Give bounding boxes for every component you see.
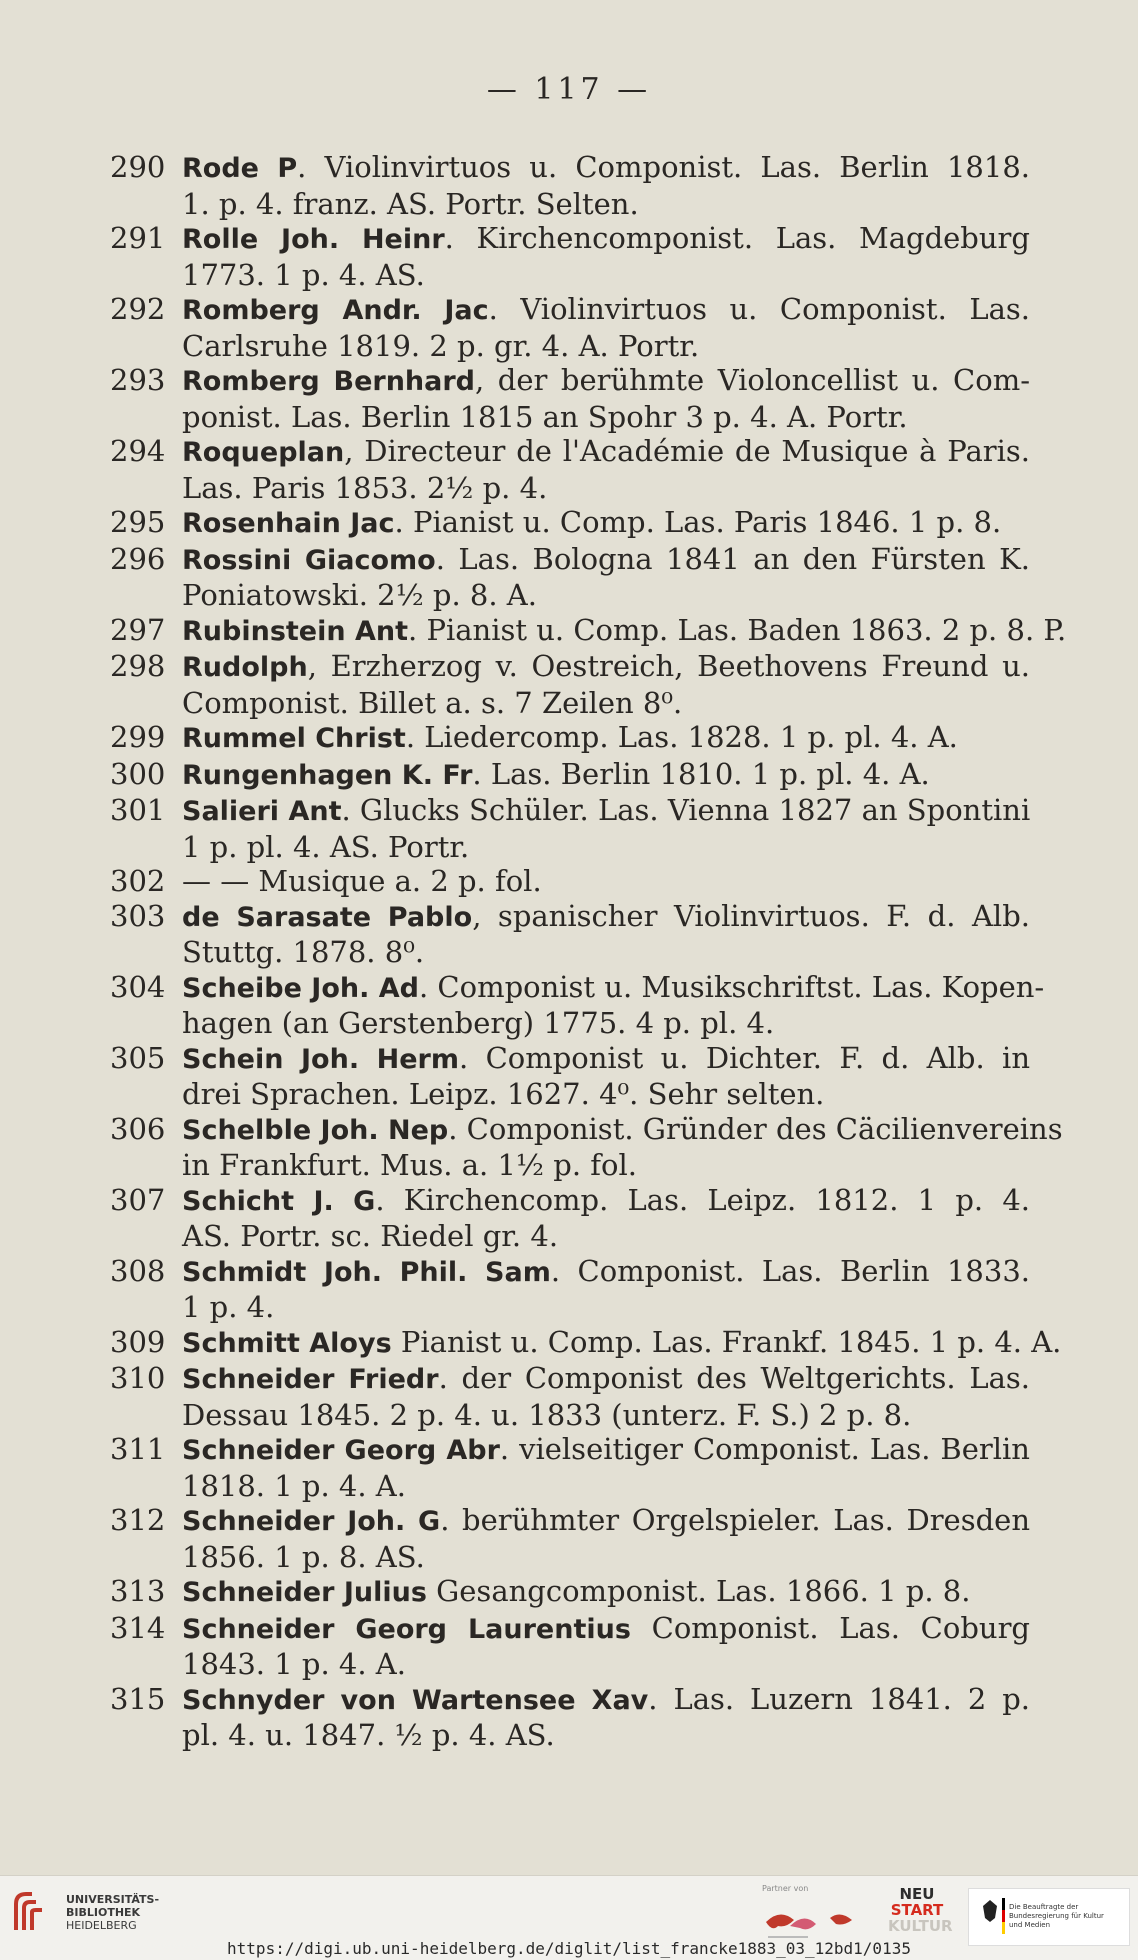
entry-name: Schneider Joh. G [182,1506,441,1537]
entry-number: 292 [110,292,166,326]
entry-line [182,757,1030,794]
entry-name: Romberg Bernhard [182,366,475,397]
entry-description: . Kirchencomp. Las. Leipz. 1812. 1 p. 4. [375,1182,1030,1217]
entry-line [182,1077,1030,1112]
entry-description: ponist. Las. Berlin 1815 an Spohr 3 p. 4. A. Portr. [182,399,908,434]
entry-number: 306 [110,1111,166,1146]
entry-description: 1 p. 4. [182,1290,275,1324]
entry-line [182,400,1030,435]
entry-row [110,1574,1030,1611]
entry-description: Stuttg. 1878. 8⁰. [182,935,425,969]
entry-line [182,363,1030,400]
entry-line [182,864,1030,899]
entry-line [182,1290,1030,1325]
entry-description: . Componist. Gründer des Cäcilienvereins [448,1111,1063,1146]
entry-row [110,649,1030,720]
entry-row [110,434,1030,505]
federal-eagle-icon [973,1892,1007,1942]
entry-line [182,187,1030,222]
entry-row [110,363,1030,434]
entry-name: Rudolph [182,652,308,683]
entry-line [182,1682,1030,1719]
entry-number: 299 [110,720,166,754]
neustart-word-2: START [890,1901,944,1919]
entry-line [182,292,1030,329]
entry-line [182,720,1030,757]
entry-row [110,757,1030,794]
entry-text [182,1325,1061,1362]
entry-text [182,793,1030,864]
entry-text [182,542,1030,613]
entry-description: pl. 4. u. 1847. ½ p. 4. AS. [182,1718,555,1752]
entry-row [110,969,1045,1041]
entry-number: 314 [110,1610,166,1645]
entry-line [182,1183,1030,1220]
entry-line [182,899,1030,936]
entry-line [182,793,1030,830]
entry-number: 301 [110,793,166,827]
entry-row [110,1432,1030,1503]
entry-line [182,830,1030,865]
entry-row [110,864,1030,899]
entry-row [110,1361,1030,1432]
entry-line [182,649,1030,686]
entry-text [182,1361,1030,1432]
entry-line [182,1540,1030,1575]
entry-number: 311 [110,1432,166,1466]
entry-row [110,221,1030,292]
entry-text [182,649,1030,720]
entry-line [182,1469,1030,1504]
entry-number: 309 [110,1324,166,1359]
entry-line [182,1006,1044,1041]
entry-description: in Frankfurt. Mus. a. 1½ p. fol. [182,1148,637,1182]
entry-line [182,1041,1030,1078]
entry-text [182,1254,1030,1325]
entry-description: , spanischer Violinvirtuos. F. d. Alb. [472,898,1030,933]
entry-list [110,150,1067,1753]
entry-number: 290 [110,150,166,184]
entry-line [182,471,1030,506]
entry-line [182,1148,1063,1183]
entry-name: Roqueplan [182,437,345,468]
entry-description: Gesangcomponist. Las. 1866. 1 p. 8. [426,1574,971,1608]
entry-line [182,970,1044,1007]
entry-description: , der berühmte Violoncellist u. Com- [475,363,1030,397]
entry-line [182,329,1030,364]
entry-row [110,1041,1030,1112]
neustart-word-1: NEU [899,1885,935,1903]
entry-description: 1843. 1 p. 4. A. [182,1647,406,1681]
entry-description: Las. Paris 1853. 2½ p. 4. [182,470,548,505]
entry-row [110,1111,1063,1183]
entry-name: Scheibe Joh. Ad [182,972,419,1004]
entry-line [182,221,1030,258]
entry-description: Carlsruhe 1819. 2 p. gr. 4. A. Portr. [182,328,700,363]
entry-number: 304 [110,969,166,1004]
entry-name: Rossini Giacomo [182,544,436,576]
entry-text [182,1432,1030,1503]
entry-description: 1 p. pl. 4. AS. Portr. [182,829,470,864]
entry-name: Rosenhain Jac [182,508,395,539]
neustart-word-3: KULTUR [888,1917,953,1935]
footer-bar [0,1875,1138,1960]
entry-line [182,1219,1030,1254]
entry-description: . Pianist u. Comp. Las. Baden 1863. 2 p. 8. P. [408,612,1067,647]
entry-name: Rolle Joh. Heinr [182,224,445,255]
entry-description: Componist. Billet a. s. 7 Zeilen 8⁰. [182,685,683,720]
entry-description: . Las. Bologna 1841 an den Fürsten K. [435,541,1030,576]
entry-text [182,221,1030,292]
entry-name: Rubinstein Ant [182,615,409,647]
partner-label: Partner von [762,1884,809,1893]
bkm-text: Die Beauftragte der Bundesregierung für Kultur und Medien [1009,1903,1104,1929]
entry-text [182,757,1030,794]
entry-description: 1773. 1 p. 4. AS. [182,257,425,292]
entry-text [182,1682,1030,1753]
entry-text [182,292,1030,363]
entry-number: 315 [110,1681,166,1716]
entry-text [182,1574,1030,1611]
entry-number: 295 [110,505,166,539]
entry-line [182,578,1030,613]
library-name-line2: BIBLIOTHEK [66,1905,141,1919]
entry-description: . Componist u. Dichter. F. d. Alb. in [458,1040,1030,1075]
entry-row [110,1503,1030,1574]
entry-description: 1856. 1 p. 8. AS. [182,1539,425,1574]
entry-line [182,542,1030,579]
entry-row [110,505,1030,542]
entry-line [182,1325,1061,1362]
entry-row [110,1611,1030,1682]
entry-number: 312 [110,1503,166,1537]
entry-description: . berühmter Orgelspieler. Las. Dresden [440,1503,1031,1537]
entry-text [182,150,1030,221]
entry-number: 300 [110,756,166,791]
entry-line [182,1432,1030,1469]
entry-number: 294 [110,434,166,468]
entry-name: Romberg Andr. Jac [182,295,489,326]
entry-description: . Componist. Las. Berlin 1833. [550,1253,1030,1288]
entry-number: 293 [110,363,166,397]
entry-line [182,613,1066,650]
entry-name: Schmidt Joh. Phil. Sam [182,1256,551,1288]
entry-line [182,1112,1063,1149]
entry-row [110,292,1030,363]
entry-number: 302 [110,864,166,898]
entry-line [182,1574,1030,1611]
entry-text [182,1112,1063,1183]
entry-name: Schicht J. G [182,1185,376,1217]
entry-line [182,935,1030,970]
entry-line [182,258,1030,293]
entry-description: . Liedercomp. Las. 1828. 1 p. pl. 4. A. [405,720,958,754]
permalink-url[interactable]: https://digi.ub.uni-heidelberg.de/diglit/list_francke1883_03_12bd1/0135 [227,1939,911,1958]
entry-description: Componist. Las. Coburg [630,1610,1030,1645]
entry-description: hagen (an Gerstenberg) 1775. 4 p. pl. 4. [182,1006,775,1040]
partner-logo-icon[interactable] [760,1898,870,1944]
entry-name: Schneider Julius [182,1577,427,1608]
entry-text [182,864,1030,899]
entry-row [110,1324,1062,1362]
entry-text [182,613,1066,650]
entry-row [110,899,1030,970]
entry-description: drei Sprachen. Leipz. 1627. 4⁰. Sehr selten. [182,1077,825,1111]
entry-name: Schein Joh. Herm [182,1043,459,1075]
entry-name: Schneider Georg Laurentius [182,1613,631,1645]
entry-row [110,793,1030,864]
entry-description: . Glucks Schüler. Las. Vienna 1827 an Spontini [341,793,1031,827]
entry-text [182,899,1030,970]
entry-line [182,434,1030,471]
entry-text [182,970,1044,1041]
entry-line [182,1503,1030,1540]
entry-description: , Directeur de l'Académie de Musique à Paris. [344,434,1030,468]
library-name-line1: UNIVERSITÄTS- [66,1892,160,1906]
entry-row [110,1183,1030,1254]
entry-description: Dessau 1845. 2 p. 4. u. 1833 (unterz. F. S.) 2 p. 8. [182,1397,912,1432]
entry-number: 310 [110,1361,166,1395]
entry-description: 1818. 1 p. 4. A. [182,1468,406,1503]
entry-text [182,434,1030,505]
entry-row [110,720,1030,757]
entry-line [182,686,1030,721]
entry-description: Poniatowski. 2½ p. 8. A. [182,578,537,612]
library-logo[interactable] [12,1890,159,1934]
entry-description: . Componist u. Musikschriftst. Las. Kopen- [418,969,1045,1004]
entry-text [182,1503,1030,1574]
entry-line [182,505,1030,542]
entry-name: Rummel Christ [182,723,406,754]
entry-description: . Violinvirtuos u. Componist. Las. [488,292,1030,326]
entry-number: 297 [110,612,166,647]
entry-text [182,720,1030,757]
entry-description: — — Musique a. 2 p. fol. [182,864,542,898]
entry-name: Rode P [182,153,298,184]
entry-line [182,150,1030,187]
entry-line [182,1718,1030,1753]
entry-name: Schneider Georg Abr [182,1435,500,1466]
entry-number: 296 [110,541,166,576]
entry-text [182,1041,1030,1112]
entry-row [110,150,1030,221]
entry-name: Schnyder von Wartensee Xav [182,1684,649,1716]
entry-name: Salieri Ant [182,796,342,827]
entry-description: . Kirchencomponist. Las. Magdeburg [444,221,1030,255]
entry-number: 291 [110,221,166,255]
entry-name: Schneider Friedr [182,1364,439,1395]
entry-line [182,1647,1030,1682]
entry-line [182,1254,1030,1291]
entry-number: 313 [110,1574,166,1608]
entry-line [182,1398,1030,1433]
entry-name: Schelble Joh. Nep [182,1114,449,1146]
entry-name: Rungenhagen K. Fr [182,759,473,791]
entry-description: . vielseitiger Componist. Las. Berlin [499,1432,1030,1466]
entry-number: 298 [110,649,166,683]
entry-description: AS. Portr. sc. Riedel gr. 4. [182,1219,559,1253]
entry-description: , Erzherzog v. Oestreich, Beethovens Freund u. [307,649,1030,683]
entry-line [182,1361,1030,1398]
library-emblem-icon [12,1890,52,1934]
entry-line [182,1611,1030,1648]
page-number: — 117 — [486,72,652,107]
entry-text [182,363,1030,434]
entry-description: . Las. Luzern 1841. 2 p. [648,1681,1030,1716]
entry-name: de Sarasate Pablo [182,901,473,933]
entry-number: 308 [110,1253,166,1288]
entry-text [182,1611,1030,1682]
entry-description: . der Componist des Weltgerichts. Las. [438,1361,1031,1395]
entry-description: . Las. Berlin 1810. 1 p. pl. 4. A. [472,756,930,791]
library-name-line3: HEIDELBERG [66,1918,137,1932]
entry-description: . Pianist u. Comp. Las. Paris 1846. 1 p. 8. [394,505,1002,539]
entry-description: 1. p. 4. franz. AS. Portr. Selten. [182,186,639,221]
entry-description: Pianist u. Comp. Las. Frankf. 1845. 1 p. 4. A. [391,1324,1062,1359]
entry-row [110,1682,1030,1753]
entry-number: 305 [110,1040,166,1075]
entry-row [110,1254,1030,1325]
neustart-kultur-logo[interactable] [888,1885,953,1935]
bkm-logo[interactable] [968,1888,1130,1946]
entry-name: Schmitt Aloys [182,1327,392,1359]
entry-text [182,505,1030,542]
entry-number: 303 [110,898,166,933]
entry-row [110,612,1067,650]
entry-number: 307 [110,1182,166,1217]
entry-description: . Violinvirtuos u. Componist. Las. Berlin 1818. [297,150,1031,184]
entry-text [182,1183,1030,1254]
entry-row [110,542,1030,613]
